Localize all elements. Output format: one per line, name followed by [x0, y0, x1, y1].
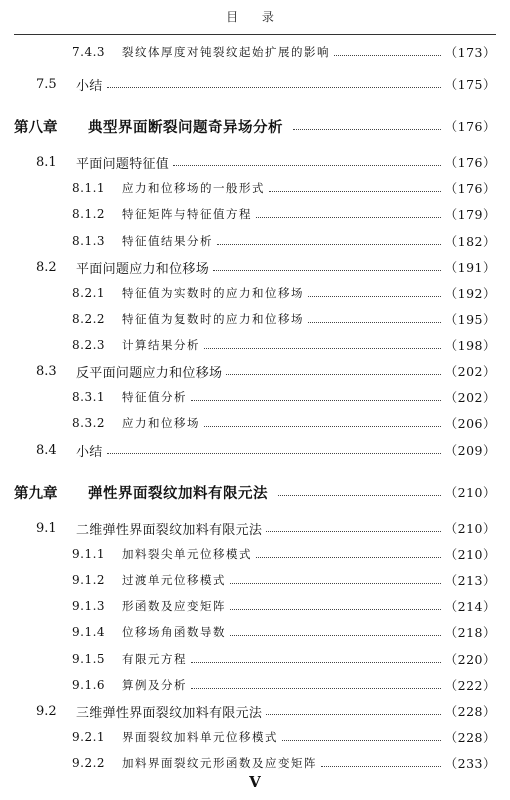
toc-entry-number: 第九章 [14, 484, 58, 502]
toc-entry-number: 8.1 [36, 154, 57, 170]
dot-leader [204, 426, 441, 427]
toc-entry-title: 应力和位移场的一般形式 [122, 181, 265, 195]
toc-entry-section [0, 360, 510, 382]
toc-entry-number: 9.1.2 [72, 573, 106, 587]
dot-leader [334, 55, 441, 56]
toc-entry-page: （214） [444, 599, 496, 614]
toc-entry-page: （182） [444, 234, 496, 249]
toc-entry-number: 8.1.2 [72, 207, 106, 221]
toc-entry-page: （228） [444, 730, 496, 745]
toc-entry-title: 过渡单元位移模式 [122, 573, 226, 587]
toc-entry-title: 二维弹性界面裂纹加料有限元法 [76, 522, 263, 538]
toc-entry-page: （209） [444, 443, 496, 458]
toc-entry-sub [0, 726, 510, 748]
dot-leader [191, 400, 441, 401]
toc-entry-page: （210） [444, 485, 496, 500]
toc-entry-number: 8.4 [36, 442, 57, 458]
toc-entry-sub [0, 282, 510, 304]
toc-entry-title: 典型界面断裂问题奇异场分析 [88, 118, 283, 136]
toc-entry-title: 裂纹体厚度对钝裂纹起始扩展的影响 [122, 45, 330, 59]
running-head: 目 录 [226, 10, 284, 24]
toc-entry-sub [0, 230, 510, 252]
dot-leader [308, 322, 441, 323]
toc-entry-section [0, 439, 510, 461]
toc-entry-title: 有限元方程 [122, 652, 187, 666]
toc-entry-page: （192） [444, 286, 496, 301]
toc-entry-page: （198） [444, 338, 496, 353]
toc-entry-title: 特征矩阵与特征值方程 [122, 207, 252, 221]
toc-entry-sub [0, 543, 510, 565]
toc-entry-number: 9.2.1 [72, 730, 106, 744]
toc-entry-number: 8.3 [36, 363, 57, 379]
toc-entry-number: 9.1 [36, 520, 57, 536]
toc-entry-page: （233） [444, 756, 496, 771]
dot-leader [266, 714, 440, 715]
toc-entry-page: （176） [444, 119, 496, 134]
toc-entry-sub [0, 308, 510, 330]
toc-entry-number: 9.1.6 [72, 678, 106, 692]
dot-leader [217, 244, 441, 245]
toc-entry-number: 7.4.3 [72, 45, 106, 59]
toc-entry-page: （220） [444, 652, 496, 667]
toc-entry-number: 9.1.1 [72, 547, 106, 561]
toc-entry-number: 8.1.1 [72, 181, 106, 195]
dot-leader [256, 217, 441, 218]
toc-entry-sub [0, 595, 510, 617]
toc-entry-title: 特征值结果分析 [122, 234, 213, 248]
toc-entry-number: 第八章 [14, 118, 58, 136]
dot-leader [204, 348, 441, 349]
toc-entry-number: 8.2.3 [72, 338, 106, 352]
toc-entry-number: 8.1.3 [72, 234, 106, 248]
toc-entry-page: （210） [444, 521, 496, 536]
dot-leader [282, 740, 441, 741]
toc-entry-title: 算例及分析 [122, 678, 187, 692]
header-rule [14, 34, 496, 35]
toc-entry-number: 8.3.1 [72, 390, 106, 404]
toc-entry-title: 小结 [76, 78, 103, 94]
toc-entry-page: （202） [444, 390, 496, 405]
toc-entry-chapter [0, 481, 510, 503]
toc-entry-sub [0, 752, 510, 774]
dot-leader [107, 87, 441, 88]
toc-entry-page: （179） [444, 207, 496, 222]
toc-entry-page: （202） [444, 364, 496, 379]
toc-entry-chapter [0, 115, 510, 137]
dot-leader [321, 766, 441, 767]
toc-entry-number: 9.1.3 [72, 599, 106, 613]
dot-leader [226, 374, 440, 375]
dot-leader [266, 531, 440, 532]
toc-entry-number: 9.2.2 [72, 756, 106, 770]
dot-leader [230, 635, 441, 636]
toc-entry-title: 形函数及应变矩阵 [122, 599, 226, 613]
toc-entry-sub [0, 41, 510, 63]
toc-entry-title: 小结 [76, 444, 103, 460]
toc-entry-number: 9.1.4 [72, 625, 106, 639]
dot-leader [191, 662, 441, 663]
toc-entry-page: （213） [444, 573, 496, 588]
toc-entry-page: （228） [444, 704, 496, 719]
toc-entry-title: 加料界面裂纹元形函数及应变矩阵 [122, 756, 317, 770]
dot-leader [230, 609, 441, 610]
toc-entry-sub [0, 412, 510, 434]
toc-entry-title: 位移场角函数导数 [122, 625, 226, 639]
toc-entry-sub [0, 569, 510, 591]
toc-entry-title: 计算结果分析 [122, 338, 200, 352]
toc-entry-page: （191） [444, 260, 496, 275]
toc-entry-number: 9.1.5 [72, 652, 106, 666]
toc-entry-page: （176） [444, 155, 496, 170]
toc-entry-page: （176） [444, 181, 496, 196]
toc-entry-title: 加料裂尖单元位移模式 [122, 547, 252, 561]
toc-entry-section [0, 73, 510, 95]
toc-entry-section [0, 256, 510, 278]
toc-entry-page: （175） [444, 77, 496, 92]
toc-entry-title: 三维弹性界面裂纹加料有限元法 [76, 705, 263, 721]
toc-entry-section [0, 517, 510, 539]
toc-entry-page: （218） [444, 625, 496, 640]
dot-leader [269, 191, 441, 192]
toc-entry-page: （206） [444, 416, 496, 431]
toc-entry-number: 8.2.1 [72, 286, 106, 300]
toc-entry-page: （195） [444, 312, 496, 327]
dot-leader [308, 296, 441, 297]
toc-entry-title: 特征值分析 [122, 390, 187, 404]
toc-entry-page: （222） [444, 678, 496, 693]
dot-leader [230, 583, 441, 584]
toc-entry-title: 平面问题特征值 [76, 156, 170, 172]
dot-leader [293, 129, 441, 130]
toc-entry-sub [0, 386, 510, 408]
dot-leader [213, 270, 441, 271]
toc-entry-number: 8.2 [36, 259, 57, 275]
toc-entry-sub [0, 648, 510, 670]
toc-entry-number: 7.5 [36, 76, 57, 92]
toc-entry-title: 应力和位移场 [122, 416, 200, 430]
toc-entry-section [0, 151, 510, 173]
dot-leader [256, 557, 441, 558]
toc-entry-page: （173） [444, 45, 496, 60]
dot-leader [278, 495, 441, 496]
toc-entry-title: 特征值为复数时的应力和位移场 [122, 312, 304, 326]
toc-entry-sub [0, 621, 510, 643]
toc-entry-sub [0, 177, 510, 199]
toc-entry-title: 反平面问题应力和位移场 [76, 365, 223, 381]
toc-entry-sub [0, 334, 510, 356]
toc-entry-title: 平面问题应力和位移场 [76, 261, 210, 277]
dot-leader [107, 453, 441, 454]
toc-entry-sub [0, 674, 510, 696]
toc-entry-section [0, 700, 510, 722]
toc-entry-title: 特征值为实数时的应力和位移场 [122, 286, 304, 300]
toc-entry-title: 弹性界面裂纹加料有限元法 [88, 484, 268, 502]
toc-entry-number: 8.3.2 [72, 416, 106, 430]
page-folio: V [249, 773, 261, 791]
dot-leader [191, 688, 441, 689]
toc-entry-number: 8.2.2 [72, 312, 106, 326]
dot-leader [173, 165, 441, 166]
toc-entry-sub [0, 203, 510, 225]
toc-entry-number: 9.2 [36, 703, 57, 719]
toc-entry-page: （210） [444, 547, 496, 562]
toc-entry-title: 界面裂纹加料单元位移模式 [122, 730, 278, 744]
